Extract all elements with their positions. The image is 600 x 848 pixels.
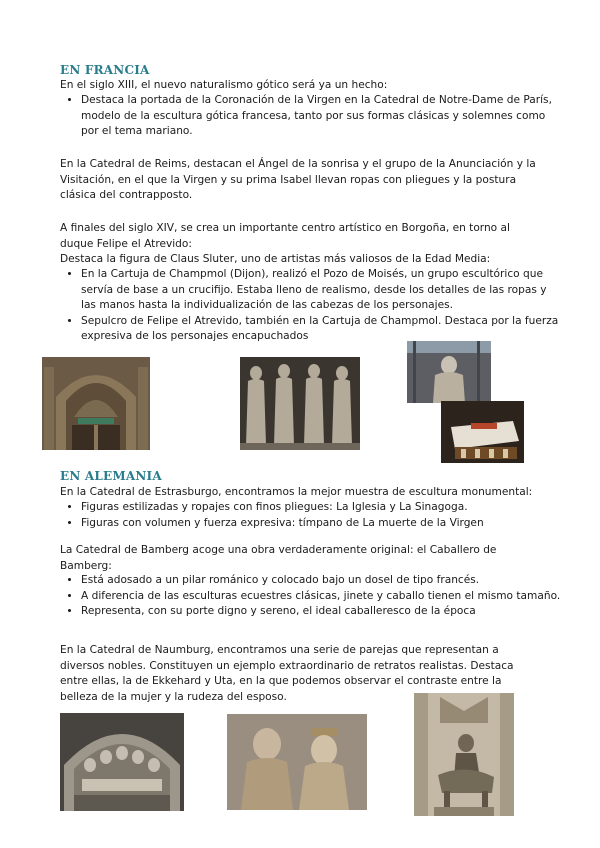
list-item: • Está adosado a un pilar románico y colocado bajo un dosel de tipo francés.	[81, 573, 561, 589]
photo-reims-statues	[240, 357, 360, 450]
reims-paragraph: En la Catedral de Reims, destacan el Ángel de la sonrisa y el grupo de la Anunciación y la Visitación, en el que la Virgen y su prima Isabel llevan ropas con pliegues y la postura clásica del contrapposto.	[60, 158, 536, 201]
photo-sepulcro-felipe	[441, 401, 524, 463]
list-item: • Figuras con volumen y fuerza expresiva: tímpano de La muerte de la Virgen	[81, 516, 561, 532]
alemania-list-1	[60, 500, 561, 531]
list-item: • Destaca la portada de la Coronación de la Virgen en la Catedral de Notre-Dame de París, modelo de la escultura gótica francesa, tanto por sus formas clásicas y solemnes como por el tema mariano.	[81, 93, 561, 140]
francia-list-2	[60, 267, 561, 345]
bamberg-paragraph: La Catedral de Bamberg acoge una obra verdaderamente original: el Caballero de Bamberg:	[60, 544, 497, 572]
list-item: • Sepulcro de Felipe el Atrevido, también en la Cartuja de Champmol. Destaca por la fuerza expresiva de los personajes encapuchados	[81, 314, 561, 345]
naumburg-paragraph: En la Catedral de Naumburg, encontramos una serie de parejas que representan a diversos nobles. Constituyen un ejemplo extraordinario de retratos realistas. Destaca entre ellas, la de Ekkehard y Uta, en la que podemos observar el contraste entre la belleza de la mujer y la rudeza del esposo.	[60, 644, 514, 703]
list-item: • A diferencia de las esculturas ecuestres clásicas, jinete y caballo tienen el mismo tamaño.	[81, 589, 561, 605]
list-item: • Representa, con su porte digno y sereno, el ideal caballeresco de la época	[81, 604, 561, 620]
francia-list-1	[60, 93, 561, 140]
photo-notre-dame-portal	[42, 357, 150, 450]
photo-caballero-bamberg	[414, 693, 514, 816]
sluter-paragraph: Destaca la figura de Claus Sluter, uno de artistas más valiosos de la Edad Media:	[60, 253, 491, 265]
photo-muerte-virgen	[60, 713, 184, 811]
heading-francia: EN FRANCIA	[60, 63, 150, 77]
alemania-list-2	[60, 573, 561, 620]
photo-pozo-de-moises	[407, 341, 491, 403]
list-item: • En la Cartuja de Champmol (Dijon), realizó el Pozo de Moisés, un grupo escultórico que servía de base a un crucifijo. Estaba lleno de realismo, desde los detalles de las ropas y las manos hasta la individualización de las cabezas de los personajes.	[81, 267, 561, 314]
heading-alemania: EN ALEMANIA	[60, 469, 162, 483]
alemania-intro: En la Catedral de Estrasburgo, encontramos la mejor muestra de escultura monumental:	[60, 486, 533, 498]
photo-ekkehard-uta	[227, 714, 367, 810]
francia-intro: En el siglo XIII, el nuevo naturalismo gótico será ya un hecho:	[60, 79, 388, 91]
borgona-paragraph: A finales del siglo XIV, se crea un importante centro artístico en Borgoña, en torno al duque Felipe el Atrevido:	[60, 222, 510, 250]
list-item: • Figuras estilizadas y ropajes con finos pliegues: La Iglesia y La Sinagoga.	[81, 500, 561, 516]
